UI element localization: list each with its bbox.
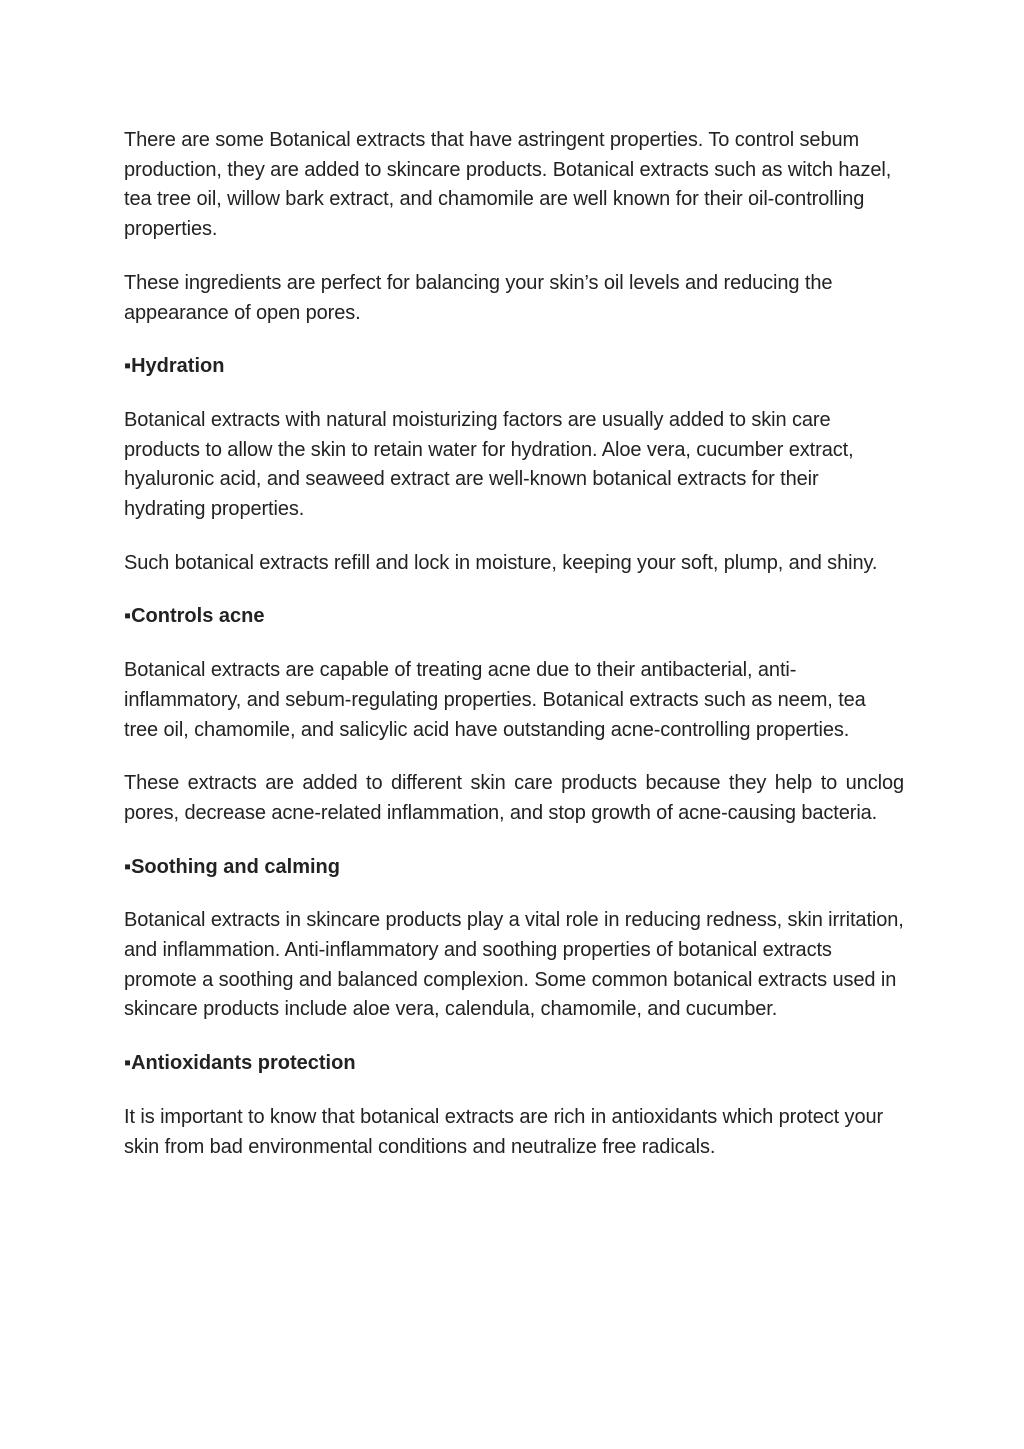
section-heading-acne — [124, 602, 904, 632]
section-heading-soothing — [124, 853, 904, 883]
bullet-icon: ▪ — [124, 1052, 132, 1075]
section-heading-hydration — [124, 352, 904, 382]
section-heading-label: Hydration — [131, 355, 225, 378]
bullet-icon: ▪ — [124, 355, 132, 378]
paragraph-acne: Botanical extracts are capable of treating acne due to their antibacterial, anti-inflammatory, and sebum-regulating properties. Botanical extracts such as neem, tea tree oil, chamomile, and salicylic acid have outstanding acne-controlling properties. — [124, 659, 866, 741]
paragraph-moisture: Such botanical extracts refill and lock in moisture, keeping your soft, plump, and shiny. — [124, 551, 878, 574]
section-heading-label: Soothing and calming — [131, 855, 340, 878]
paragraph-soothing: Botanical extracts in skincare products play a vital role in reducing redness, skin irritation, and inflammation. Anti-inflammatory and soothing properties of botanical extracts promote a soothing and balanced complexion. Some common botanical extracts used in skincare products include aloe vera, calendula, chamomile, and cucumber. — [124, 909, 904, 1021]
section-heading-label: Controls acne — [131, 605, 265, 628]
bullet-icon: ▪ — [124, 855, 132, 878]
bullet-icon: ▪ — [124, 605, 132, 628]
document-page — [124, 126, 904, 1186]
paragraph-hydration: Botanical extracts with natural moisturizing factors are usually added to skin care products to allow the skin to retain water for hydration. Aloe vera, cucumber extract, hyaluronic acid, and seaweed extract are well-known botanical extracts for their hydrating properties. — [124, 408, 854, 521]
paragraph-astringent: There are some Botanical extracts that have astringent properties. To control sebum production, they are added to skincare products. Botanical extracts such as witch hazel, tea tree oil, willow bark extract, and chamomile are well known for their oil-controlling properties. — [124, 129, 892, 241]
paragraph-unclog: These extracts are added to different skin care products because they help to unclog pores, decrease acne-related inflammation, and stop growth of acne-causing bacteria. — [124, 772, 904, 824]
section-heading-antioxidants — [124, 1049, 904, 1079]
section-heading-label: Antioxidants protection — [131, 1052, 356, 1075]
paragraph-antioxidants: It is important to know that botanical extracts are rich in antioxidants which protect your skin from bad environmental conditions and neutralize free radicals. — [124, 1105, 884, 1158]
paragraph-oil-levels: These ingredients are perfect for balancing your skin’s oil levels and reducing the appearance of open pores. — [124, 271, 833, 324]
